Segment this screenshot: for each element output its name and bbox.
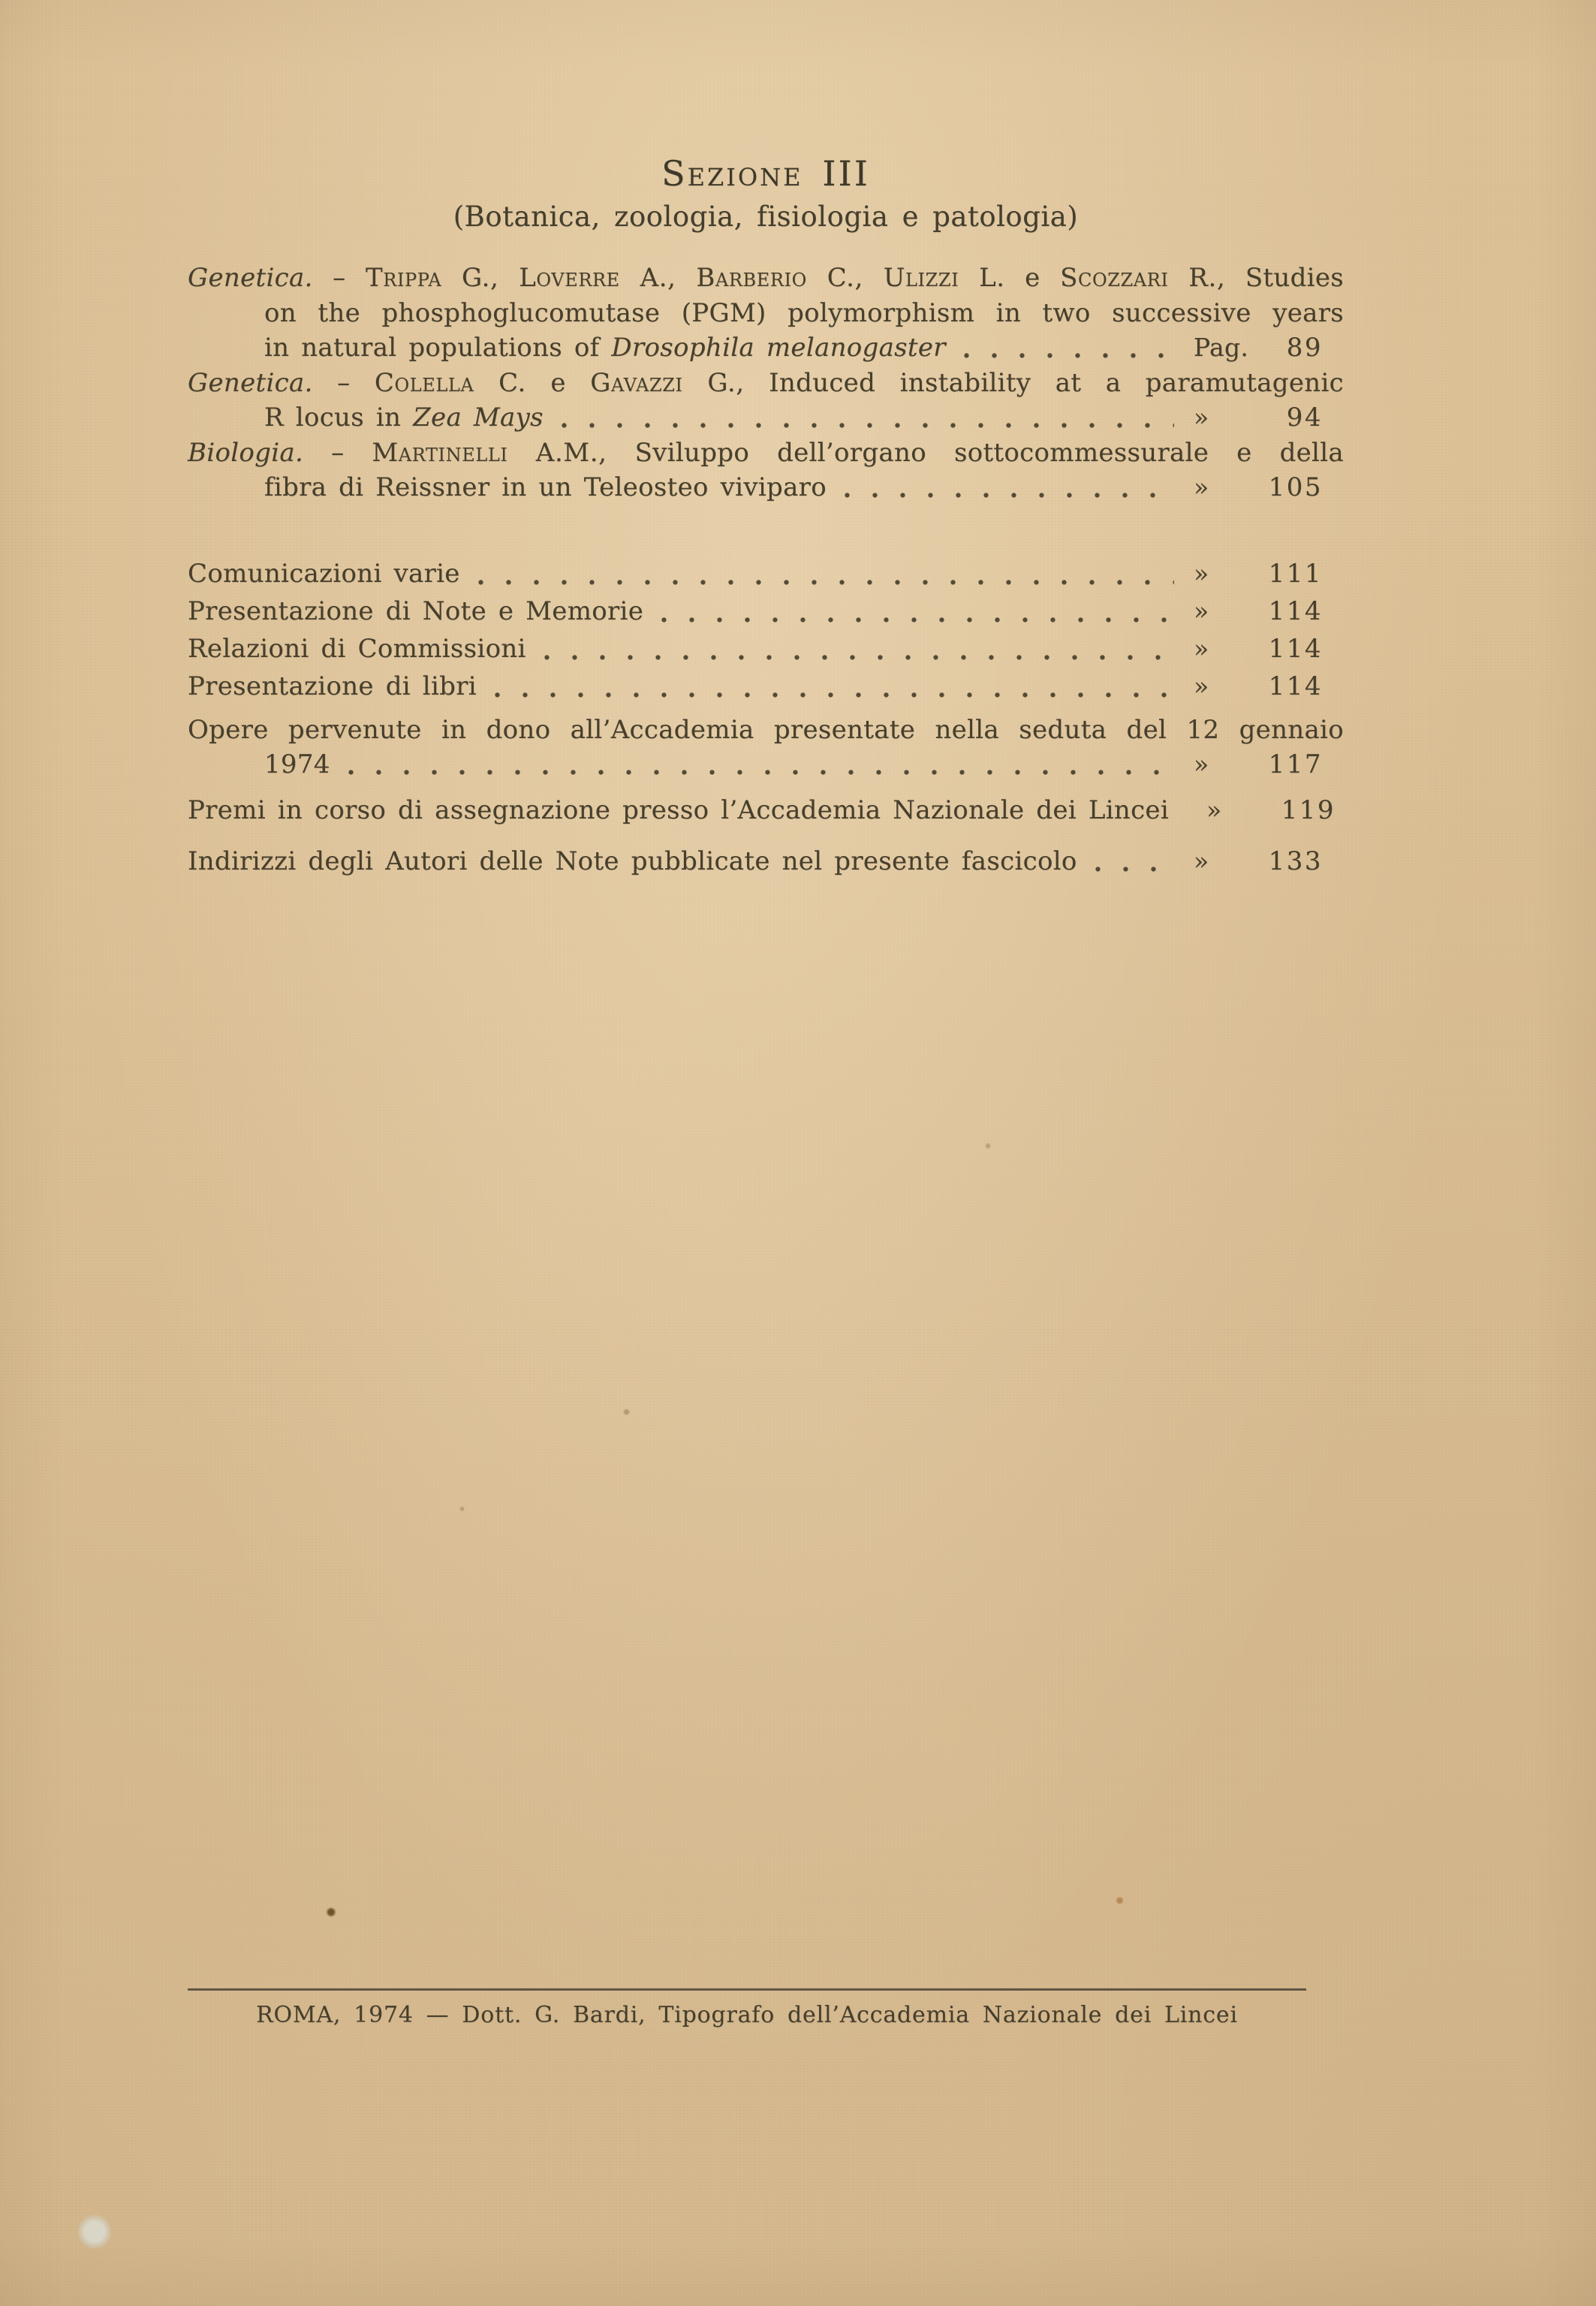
toc-row [188, 630, 1344, 668]
page-number: 117 [1268, 749, 1323, 779]
paper-speckle [459, 1506, 465, 1512]
toc-entry [188, 436, 1344, 505]
toc-entry [188, 366, 1344, 436]
paper-stain [78, 2214, 111, 2250]
paper-speckle [623, 1409, 630, 1415]
page-number: 114 [1268, 595, 1323, 626]
row-label: Premi in corso di assegnazione presso l’Accademia Nazionale dei Lincei [188, 794, 1170, 825]
toc-row [188, 668, 1344, 705]
entry-dash: – [312, 367, 375, 398]
entry-discipline: Genetica. [188, 263, 313, 293]
row-label: Comunicazioni varie [188, 558, 460, 589]
entry-title-text: Studies [1225, 263, 1344, 293]
entry-title-text [264, 330, 946, 366]
page-subtitle: (Botanica, zoologia, fisiologia e patologia) [453, 200, 1079, 233]
page-title: Sezione III [661, 153, 870, 194]
toc-row [188, 555, 1344, 592]
page-ref-label: » [1194, 633, 1209, 663]
dot-leader [845, 493, 1174, 498]
page-number: 119 [1281, 794, 1336, 825]
page-number: 94 [1286, 402, 1323, 433]
page-number: 111 [1268, 558, 1323, 589]
toc-entry-line [188, 436, 1344, 471]
page-number: 114 [1268, 633, 1323, 664]
toc-row [188, 793, 1344, 828]
entry-authors: Martinelli A.M., [372, 437, 607, 468]
row-label: Indirizzi degli Autori delle Note pubblicate nel presente fascicolo [188, 846, 1077, 876]
entry-species-italic: Drosophila melanogaster [611, 333, 946, 363]
paper-speckle [1116, 1897, 1124, 1904]
footer-rule [188, 1988, 1306, 1991]
toc-entry [188, 713, 1344, 782]
paper-speckle [985, 1143, 991, 1149]
toc-row [188, 844, 1344, 879]
dot-leader [562, 423, 1174, 428]
toc-entry-line [188, 470, 1344, 505]
entry-conjunction: e [525, 367, 591, 398]
dot-leader [495, 692, 1174, 698]
dot-leader [478, 580, 1174, 585]
toc-entry-line: Opere pervenute in dono all’Accademia presentate nella seduta del 12 gennaio [188, 714, 1344, 745]
toc-content [188, 154, 1344, 879]
page-number: 89 [1286, 333, 1323, 363]
page-ref-label: » [1194, 671, 1209, 701]
row-label: Relazioni di Commissioni [188, 633, 526, 664]
entry-species-italic: Zea Mays [413, 402, 544, 433]
page-number: 114 [1268, 671, 1323, 701]
entry-authors: Scozzari R., [1060, 263, 1226, 293]
toc-section-rows [188, 555, 1344, 705]
toc-entry-line [188, 400, 1344, 436]
entry-year: 1974 [264, 749, 330, 779]
row-label: Presentazione di Note e Memorie [188, 595, 644, 626]
toc-entry [188, 793, 1344, 828]
entry-title-text: in natural populations of [264, 333, 612, 363]
paper-speckle [326, 1907, 336, 1917]
entry-title-text: R locus in [264, 402, 414, 433]
entry-dash: – [312, 263, 366, 293]
entry-authors: Trippa G., Loverre A., Barberio C., Ulizzi L. [366, 263, 1005, 293]
toc-entry-line [188, 261, 1344, 296]
page-ref-label: » [1194, 595, 1209, 625]
page-ref-label: » [1194, 749, 1209, 779]
entry-authors: Colella C. [374, 367, 526, 398]
toc-entry [188, 261, 1344, 366]
page-ref-label: » [1206, 794, 1222, 824]
toc-entry-line [188, 747, 1344, 782]
dot-leader [964, 353, 1174, 358]
page-ref-label: » [1194, 846, 1209, 876]
page-ref-label: » [1194, 472, 1209, 502]
entry-title-text: Sviluppo dell’organo sottocommessurale e della [607, 437, 1344, 468]
page-ref-label: Pag. [1194, 333, 1249, 362]
entry-discipline: Biologia. [188, 437, 304, 468]
dot-leader [544, 655, 1174, 660]
page-number: 105 [1268, 472, 1323, 502]
entry-dash: – [303, 437, 372, 468]
toc-entry [188, 844, 1344, 879]
page-number: 133 [1268, 846, 1323, 876]
toc-entry-line: on the phosphoglucomutase (PGM) polymorphism in two successive years [264, 297, 1344, 328]
table-of-contents [188, 261, 1344, 879]
entry-authors: Gavazzi G., [590, 367, 745, 398]
entry-title-text: Induced instability at a paramutagenic [744, 367, 1344, 398]
toc-entry-line [188, 330, 1344, 366]
toc-row [188, 592, 1344, 630]
toc-entry-line [188, 366, 1344, 401]
entry-title-text [264, 400, 544, 436]
footer-imprint: ROMA, 1974 — Dott. G. Bardi, Tipografo dell’Accademia Nazionale dei Lincei [256, 2002, 1238, 2028]
dot-leader [1095, 867, 1174, 872]
page-ref-label: » [1194, 402, 1209, 432]
entry-conjunction: e [1004, 263, 1061, 293]
page-ref-label: » [1194, 558, 1209, 588]
entry-title-text: fibra di Reissner in un Teleosteo viviparo [264, 472, 827, 502]
row-label: Presentazione di libri [188, 671, 477, 701]
entry-discipline: Genetica. [188, 367, 313, 398]
dot-leader [348, 770, 1174, 775]
dot-leader [661, 617, 1174, 622]
